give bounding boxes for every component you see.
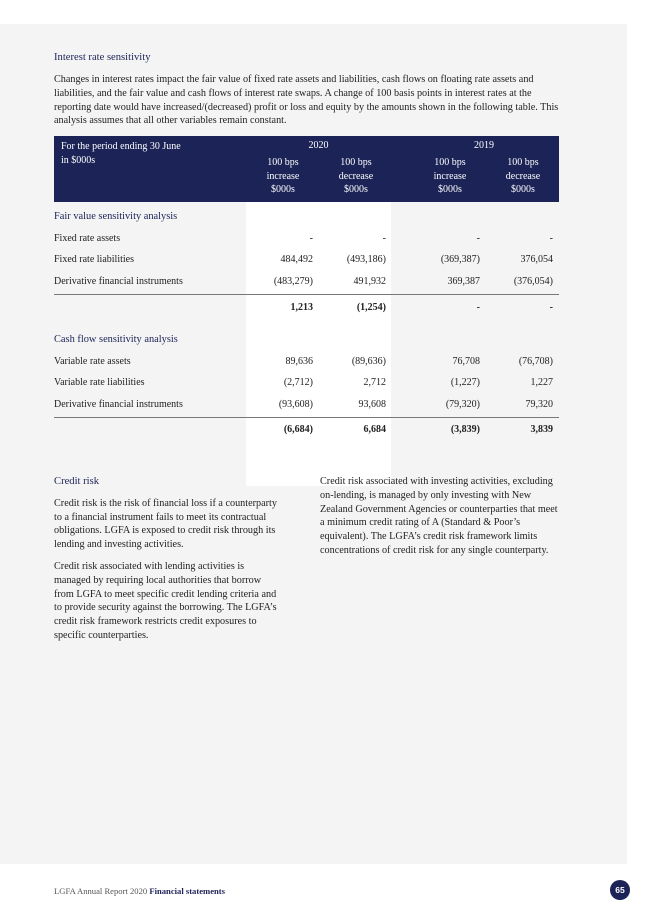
- credit-risk-heading: Credit risk: [54, 476, 100, 487]
- page-number-badge: 65: [610, 880, 630, 900]
- divider: [54, 417, 559, 418]
- divider: [54, 294, 559, 295]
- credit-risk-paragraph-1: Credit risk is the risk of financial loss if a counterparty to a financial instrument fails to meet its contractual obligations. LGFA is exposed to credit risk through its lending and investing activities.: [54, 497, 277, 551]
- table-row: Fixed rate liabilities 484,492 (493,186) (369,387) 376,054: [54, 254, 553, 265]
- year-2020: 2020: [308, 140, 329, 151]
- table-row: Variable rate assets 89,636 (89,636) 76,708 (76,708): [54, 356, 553, 367]
- table-row: Derivative financial instruments (483,279) 491,932 369,387 (376,054): [54, 276, 553, 287]
- page-footer: [54, 886, 225, 896]
- credit-risk-right-column: [320, 475, 560, 558]
- col-header-2020-increase: 100 bps increase $000s: [266, 157, 300, 195]
- table-header: [54, 136, 559, 202]
- col-header-2020-decrease: 100 bps decrease $000s: [338, 157, 374, 195]
- footer-report-title: LGFA Annual Report 2020: [54, 886, 150, 896]
- fair-value-section-title: Fair value sensitivity analysis: [54, 211, 178, 222]
- table-row: Derivative financial instruments (93,608) 93,608 (79,320) 79,320: [54, 399, 553, 410]
- cash-flow-section-title: Cash flow sensitivity analysis: [54, 334, 178, 345]
- period-label-line1: For the period ending 30 June: [61, 141, 181, 152]
- period-label: [61, 140, 181, 167]
- period-label-line2: in $000s: [61, 154, 96, 166]
- year-2019: 2019: [474, 140, 494, 151]
- col-header-2019-decrease: 100 bps decrease $000s: [505, 157, 541, 195]
- interest-rate-paragraph: Changes in interest rates impact the fair value of fixed rate assets and liabilities, cash flows on floating rate assets and liabilities, and the fair value and cash flows of interest rate swaps. A change of 100 basis points in interest rates at the reporting date would have increased/(decreased) profit or loss and equity by the amounts shown in the following table. This analysis assumes that all other variables remain constant.: [54, 74, 559, 127]
- fair-value-total-row: 1,213 (1,254) - -: [290, 302, 553, 313]
- col-header-2019-increase: 100 bps increase $000s: [433, 157, 467, 195]
- cash-flow-total-row: (6,684) 6,684 (3,839) 3,839: [283, 424, 553, 435]
- footer-section: Financial statements: [149, 886, 225, 896]
- credit-risk-paragraph-3: Credit risk associated with investing activities, excluding on-lending, is managed by only investing with New Zealand Government Agencies or counterparties that meet a minimum credit rating of A (Standard & Poor’s equivalent). The LGFA’s credit risk framework limits concentrations of credit risk for any single counterparty.: [320, 476, 558, 556]
- credit-risk-left-column: [54, 475, 282, 651]
- credit-risk-paragraph-2: Credit risk associated with lending activities is managed by requiring local authorities that borrow from LGFA to meet specific credit lending criteria and to provide security against the borrowing. The LGFA’s credit risk framework restricts credit exposures to specific counterparties.: [54, 560, 277, 641]
- table-row: Variable rate liabilities (2,712) 2,712 (1,227) 1,227: [54, 377, 553, 388]
- interest-rate-heading: Interest rate sensitivity: [54, 52, 151, 63]
- table-row: Fixed rate assets - - - -: [54, 233, 553, 244]
